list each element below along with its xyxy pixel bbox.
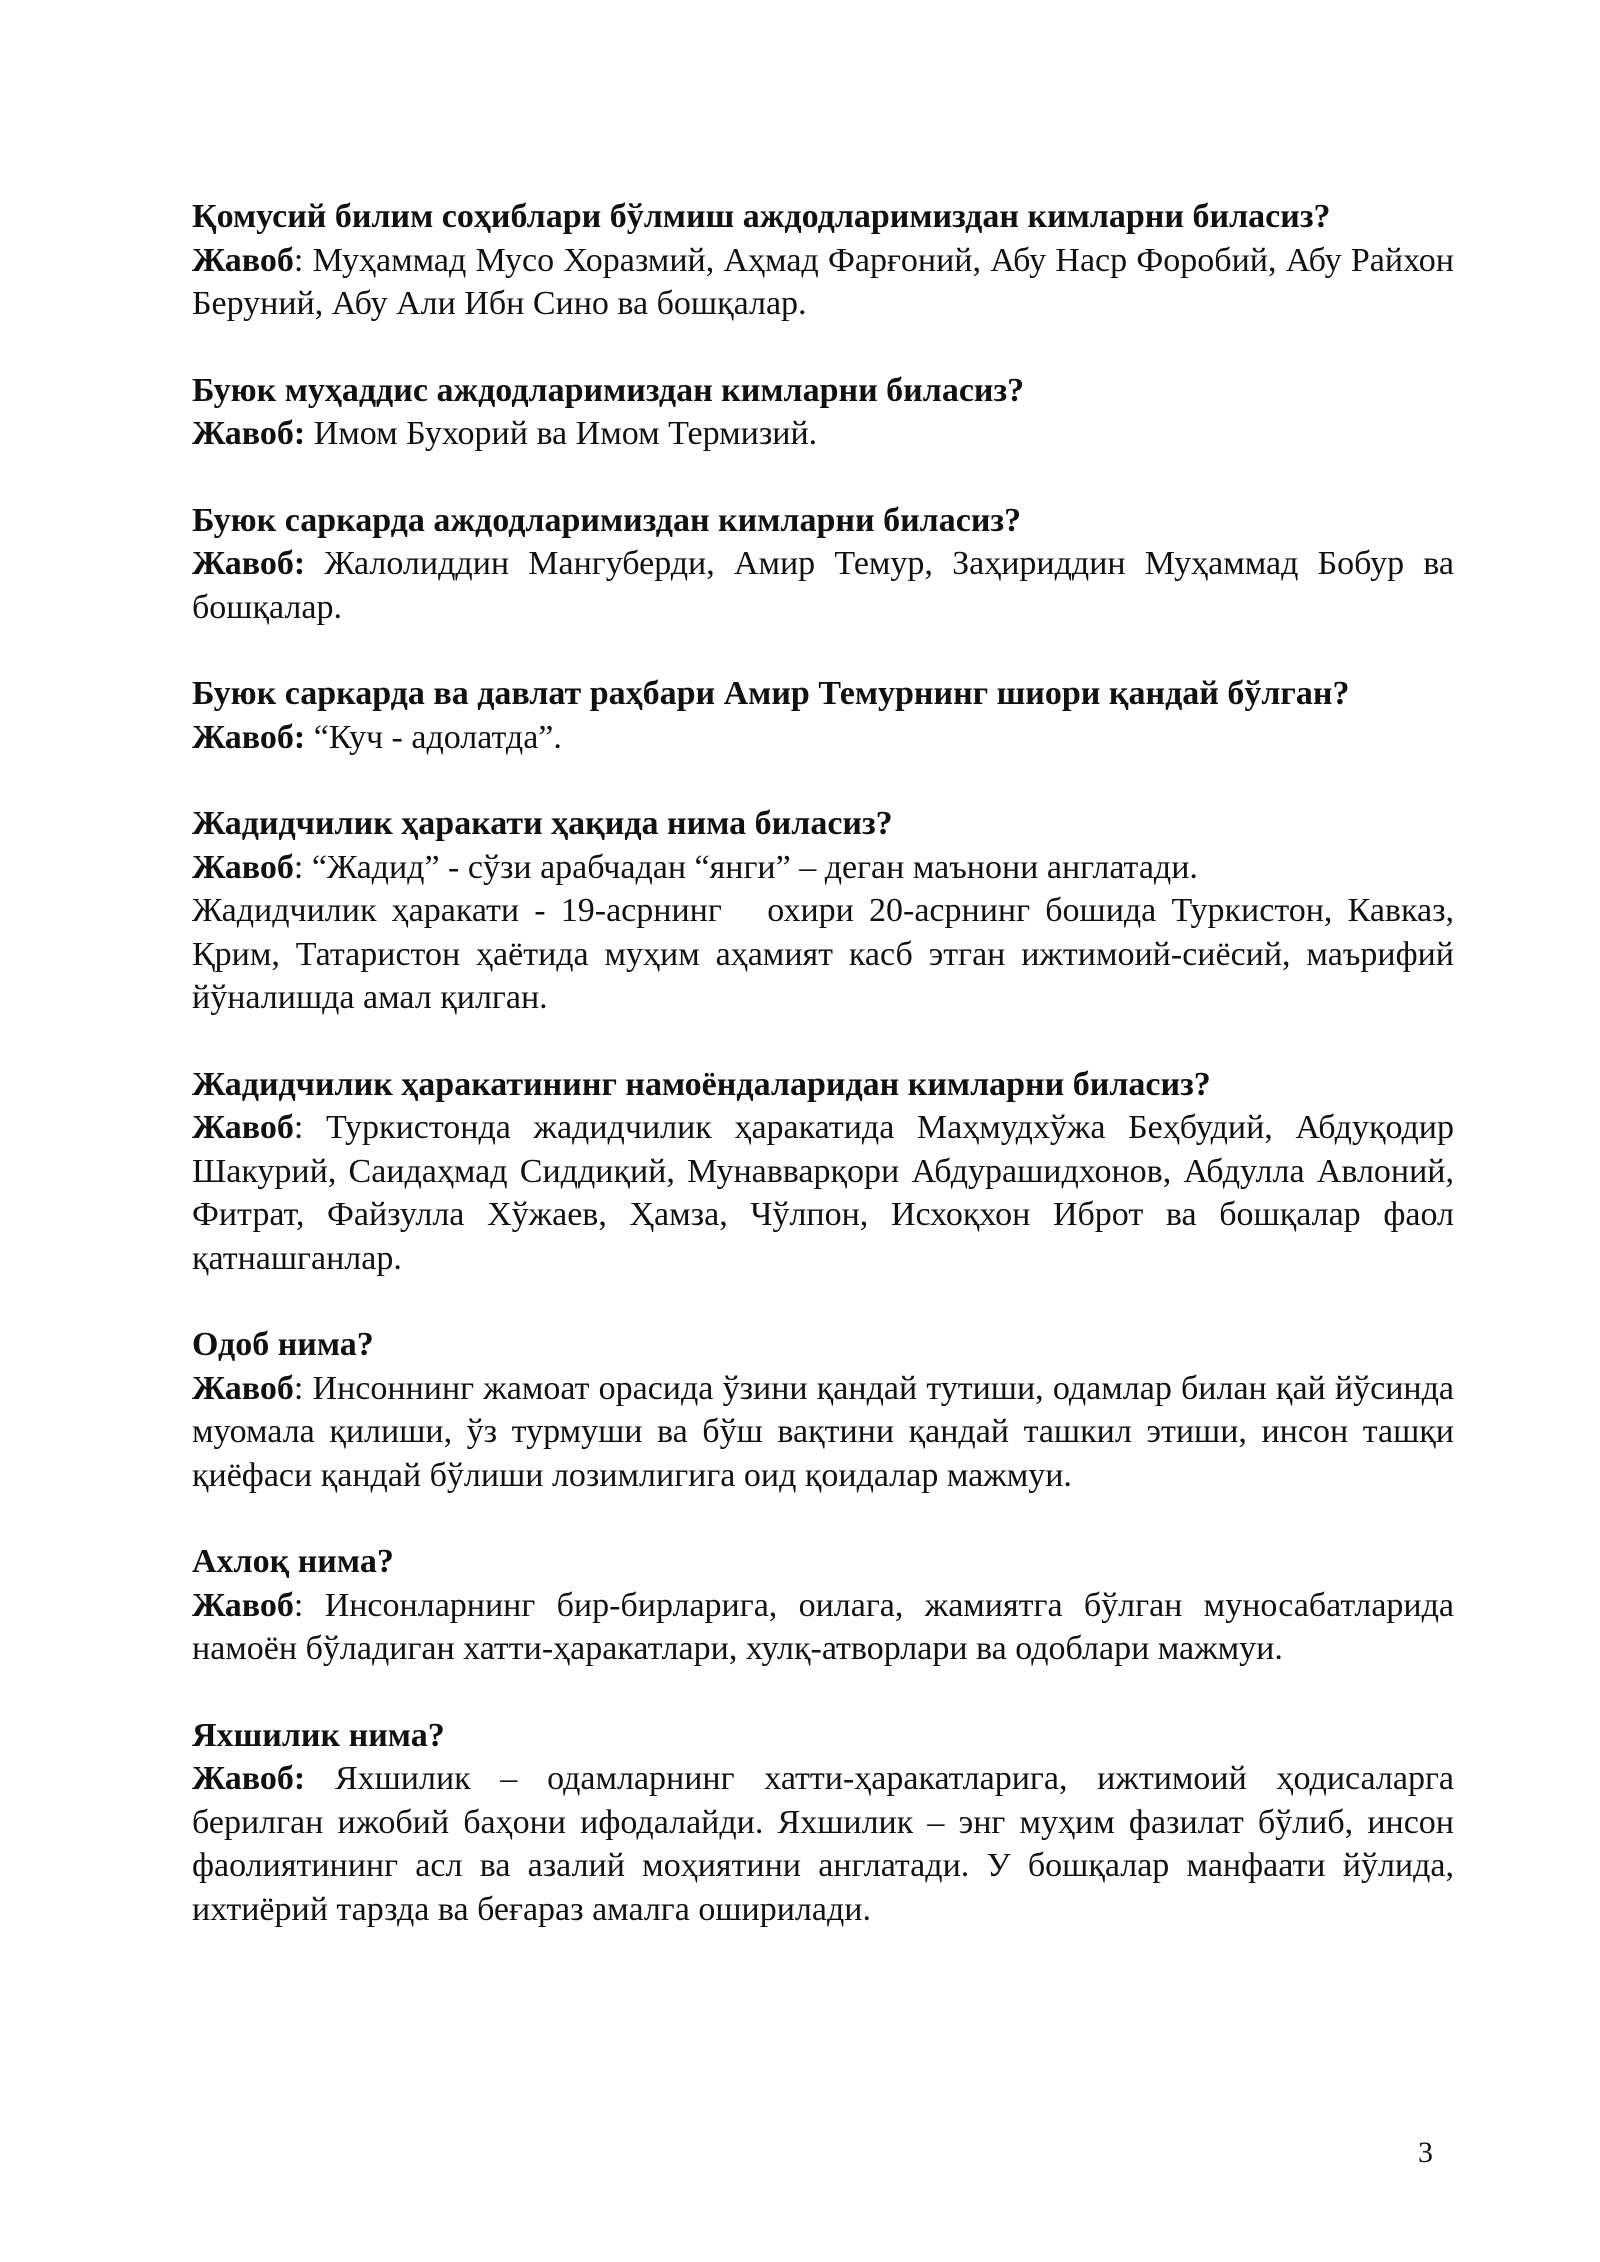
answer-body: Инсонларнинг бир-бирларига, оилага, жамиятга бўлган муносабатларида намоён бўладиган хатти-ҳаракатлари, хулқ-атворлари ва одоблари мажмуи. — [192, 1586, 1454, 1667]
qa-block-6 — [192, 1063, 1454, 1281]
answer-separator: : — [293, 1109, 326, 1146]
qa-block-8 — [192, 1540, 1454, 1671]
answer-body: Яхшилик – одамларнинг хатти-ҳаракатларига, ижтимоий ҳодисаларга берилган ижобий баҳони ифодалайди. Яхшилик – энг муҳим фазилат бўлиб, инсон фаолиятининг асл ва азалий моҳиятини англатади. У бошқалар манфаати йўлида, ихтиёрий тарзда ва беғараз амалга оширилади. — [192, 1760, 1455, 1928]
qa-block-1 — [192, 195, 1454, 326]
answer-separator: : — [293, 241, 313, 279]
answer-body: Жалолиддин Мангуберди, Амир Темур, Заҳириддин Муҳаммад Бобур ва бошқалар. — [192, 545, 1454, 626]
question-text: Буюк муҳаддис аждодларимиздан кимларни биласиз? — [192, 371, 1025, 409]
qa-block-5 — [192, 802, 1463, 1020]
answer-label: Жавоб — [192, 1369, 294, 1407]
answer-label: Жавоб — [192, 848, 294, 886]
qa-block-2 — [192, 369, 1454, 456]
answer-text — [192, 1757, 1454, 1931]
answer-body: “Жадид” - сўзи арабчадан “янги” – деган маънони англатади. — [311, 848, 1198, 886]
question-text: Ахлоқ нима? — [192, 1543, 394, 1580]
question-text: Буюк саркарда ва давлат раҳбари Амир Темурнинг шиори қандай бўлган? — [192, 675, 1350, 712]
answer-label: Жавоб: — [192, 1760, 306, 1797]
answer-text — [192, 716, 1454, 760]
answer-separator — [305, 415, 314, 452]
answer-text — [192, 542, 1454, 629]
answer-separator — [305, 545, 324, 582]
answer-body: Имом Бухорий ва Имом Термизий. — [313, 415, 818, 452]
answer-separator: : — [293, 1369, 313, 1407]
answer-label: Жавоб — [192, 241, 294, 279]
answer-text — [192, 412, 1454, 456]
answer-label: Жавоб: — [192, 718, 306, 756]
question-text: Жадидчилик ҳаракати ҳақида нима биласиз? — [192, 805, 893, 842]
answer-label: Жавоб — [192, 1586, 294, 1624]
question-text: Одоб нима? — [192, 1326, 374, 1363]
answer-separator — [305, 719, 314, 756]
answer-body: Инсоннинг жамоат орасида ўзини қандай тутиши, одамлар билан қай йўсинда муомала қилиши, ўз турмуши ва бўш вақтини қандай ташкил этиши, инсон ташқи қиёфаси қандай бўлиши лозимлигига оид қоидалар мажмуи. — [192, 1369, 1454, 1494]
answer-body: Муҳаммад Мусо Хоразмий, Аҳмад Фарғоний, Абу Наср Форобий, Абу Райхон Беруний, Абу Али Ибн Сино ва бошқалар. — [192, 241, 1454, 322]
answer-text — [192, 1584, 1454, 1671]
question-text: Яхшилик нима? — [192, 1716, 445, 1754]
qa-block-3 — [192, 499, 1454, 630]
answer-separator: : — [293, 848, 312, 886]
answer-text — [192, 1106, 1454, 1280]
qa-block-9 — [192, 1714, 1454, 1932]
answer-label: Жавоб — [192, 1109, 294, 1146]
page-number: 3 — [1418, 2136, 1433, 2169]
qa-block-7 — [192, 1323, 1454, 1497]
question-text: Буюк саркарда аждодларимиздан кимларни биласиз? — [192, 501, 1022, 539]
answer-separator: : — [293, 1586, 325, 1624]
answer-label: Жавоб: — [192, 415, 306, 452]
answer-text — [192, 239, 1454, 326]
answer-label: Жавоб: — [192, 545, 306, 582]
question-text: Қомусий билим соҳиблари бўлмиш аждодларимиздан кимларни биласиз? — [192, 198, 1331, 235]
answer-continuation: Жадидчилик ҳаракати - 19-асрнинг охири 20-асрнинг бошида Туркистон, Кавказ, Қрим, Татаристон ҳаётида муҳим аҳамият касб этган ижтимоий-сиёсий, маърифий йўналишда амал қилган. — [192, 892, 1463, 1016]
document-page — [192, 195, 1463, 1974]
answer-text — [192, 1367, 1454, 1498]
answer-body: “Куч - адолатда”. — [313, 718, 562, 756]
answer-text — [192, 846, 1454, 890]
qa-block-4 — [192, 672, 1454, 759]
answer-separator — [305, 1760, 335, 1797]
question-text: Жадидчилик ҳаракатининг намоёндаларидан кимларни биласиз? — [192, 1065, 1211, 1103]
answer-body: Туркистонда жадидчилик ҳаракатида Маҳмудхўжа Беҳбудий, Абдуқодир Шакурий, Саидаҳмад Сиддиқий, Мунавварқори Абдурашидхонов, Абдулла Авлоний, Фитрат, Файзулла Хўжаев, Ҳамза, Чўлпон, Исхоқхон Иброт ва бошқалар фаол қатнашганлар. — [192, 1109, 1455, 1277]
